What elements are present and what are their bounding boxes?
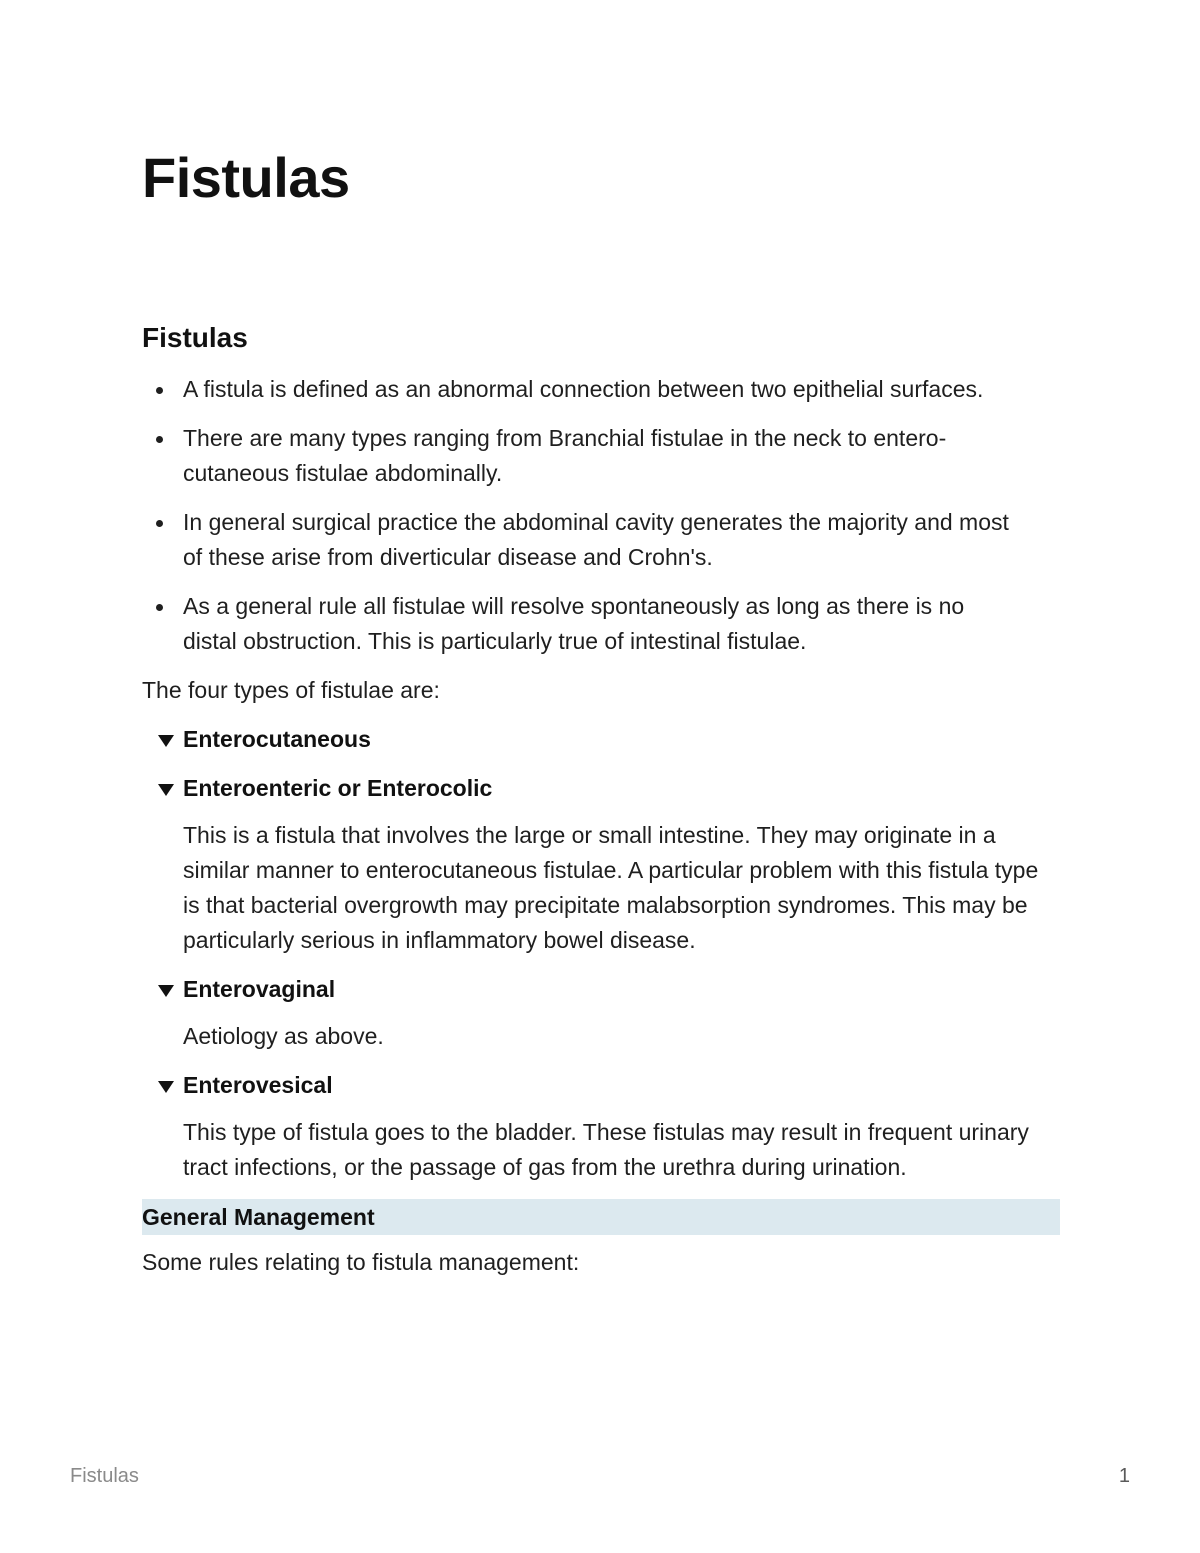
- toggle-title: Enteroenteric or Enterocolic: [183, 775, 493, 801]
- triangle-down-icon[interactable]: [158, 985, 174, 997]
- triangle-down-icon[interactable]: [158, 735, 174, 747]
- section-heading: Fistulas: [142, 322, 248, 353]
- bullet-text: As a general rule all fistulae will resolve spontaneously as long as there is no distal obstruction. This is particularly true of intestinal fistulae.: [183, 593, 965, 654]
- footer-document-title: Fistulas: [70, 1465, 139, 1487]
- toggle-header[interactable]: [142, 1068, 1060, 1103]
- footer-page-number: 1: [1118, 1465, 1130, 1487]
- toggle-enterovaginal: [142, 972, 1060, 1054]
- toggle-body: This type of fistula goes to the bladder. These fistulas may result in frequent urinary tract infections, or the passage of gas from the urethra during urination.: [183, 1119, 1029, 1180]
- bullet-text: In general surgical practice the abdominal cavity generates the majority and most of these arise from diverticular disease and Crohn's.: [183, 509, 1009, 570]
- toggle-enteroenteric: [142, 771, 1060, 958]
- bullet-text: A fistula is defined as an abnormal connection between two epithelial surfaces.: [183, 376, 984, 402]
- bullet-item-general-rule: [142, 589, 1023, 659]
- bullet-text: There are many types ranging from Branchial fistulae in the neck to entero-cutaneous fistulae abdominally.: [183, 425, 947, 486]
- types-intro: The four types of fistulae are:: [142, 677, 440, 703]
- document-body: [142, 318, 1060, 1294]
- toggle-title: Enterovesical: [183, 1072, 333, 1098]
- toggle-enterocutaneous: [142, 722, 1060, 757]
- bullet-dot-icon: [156, 604, 163, 611]
- toggle-enterovesical: [142, 1068, 1060, 1185]
- toggle-title: Enterovaginal: [183, 976, 336, 1002]
- toggle-header[interactable]: [142, 972, 1060, 1007]
- toggle-body: This is a fistula that involves the large or small intestine. They may originate in a similar manner to enterocutaneous fistulae. A particular problem with this fistula type is that bacterial overgrowth may precipitate malabsorption syndromes. This may be particularly serious in inflammatory bowel disease.: [183, 822, 1039, 953]
- bullet-dot-icon: [156, 387, 163, 394]
- management-intro: Some rules relating to fistula management:: [142, 1249, 580, 1275]
- bullet-item-types: [142, 421, 1023, 491]
- triangle-down-icon[interactable]: [158, 1081, 174, 1093]
- bullet-item-definition: [142, 372, 1023, 407]
- triangle-down-icon[interactable]: [158, 784, 174, 796]
- toggle-title: Enterocutaneous: [183, 726, 371, 752]
- bullet-item-surgical-practice: [142, 505, 1023, 575]
- toggle-header[interactable]: [142, 771, 1060, 806]
- bullet-dot-icon: [156, 520, 163, 527]
- bullet-dot-icon: [156, 436, 163, 443]
- bullet-list: [142, 372, 1060, 659]
- toggle-body: Aetiology as above.: [183, 1023, 384, 1049]
- toggle-header[interactable]: [142, 722, 1060, 757]
- page-title: Fistulas: [142, 146, 350, 209]
- general-management-heading: General Management: [142, 1199, 1060, 1235]
